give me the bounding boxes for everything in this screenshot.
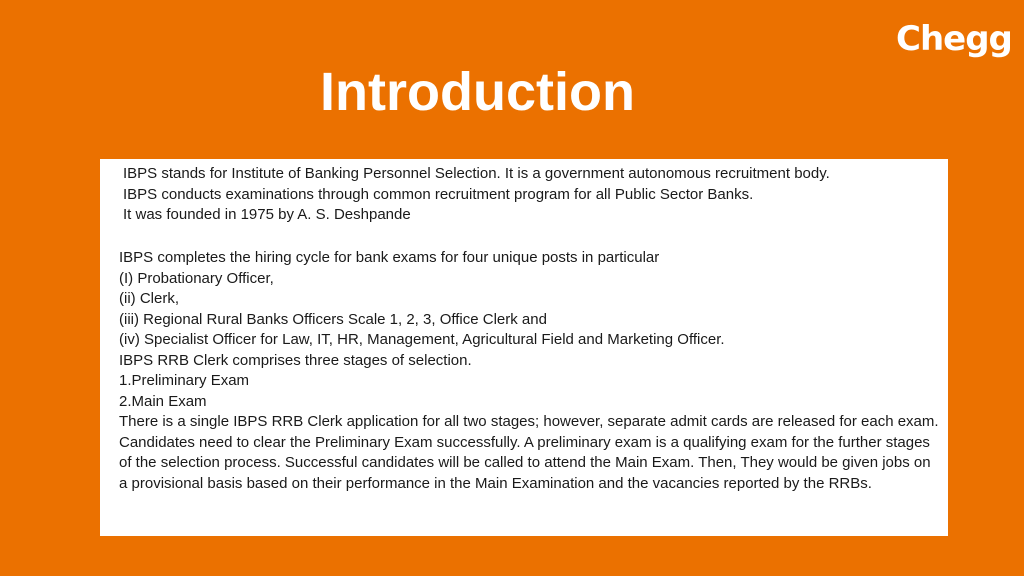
intro-block — [123, 164, 943, 226]
content-panel — [100, 159, 948, 536]
details-line: (I) Probationary Officer, — [119, 269, 274, 287]
details-block — [119, 248, 943, 494]
chegg-logo: Chegg — [896, 19, 1012, 59]
details-line: IBPS RRB Clerk comprises three stages of selection. — [119, 351, 472, 369]
details-line: 2.Main Exam — [119, 392, 207, 410]
details-line: 1.Preliminary Exam — [119, 372, 250, 389]
slide-title: Introduction — [320, 62, 635, 122]
intro-line: IBPS conducts examinations through common recruitment program for all Public Sector Banks. — [123, 185, 754, 203]
details-line: (iii) Regional Rural Banks Officers Scale 1, 2, 3, Office Clerk and — [119, 310, 547, 328]
details-line: IBPS completes the hiring cycle for bank exams for four unique posts in particular — [119, 249, 660, 266]
intro-line: It was founded in 1975 by A. S. Deshpande — [123, 206, 411, 223]
intro-line: IBPS stands for Institute of Banking Personnel Selection. It is a government autonomous recruitment body. — [123, 165, 830, 182]
admit-card-paragraph: There is a single IBPS RRB Clerk application for all two stages; however, separate admit cards are released for each exam. — [119, 413, 939, 430]
details-line: (ii) Clerk, — [119, 290, 179, 307]
details-line: (iv) Specialist Officer for Law, IT, HR, Management, Agricultural Field and Marketing Officer. — [119, 331, 725, 348]
candidates-paragraph: Candidates need to clear the Preliminary Exam successfully. A preliminary exam is a qualifying exam for the further stages of the selection process. Successful candidates will be called to attend the Main Exam. Then, They would be given jobs on a provisional basis based on their performance in the Main Examination and the vacancies reported by the RRBs. — [119, 433, 931, 492]
